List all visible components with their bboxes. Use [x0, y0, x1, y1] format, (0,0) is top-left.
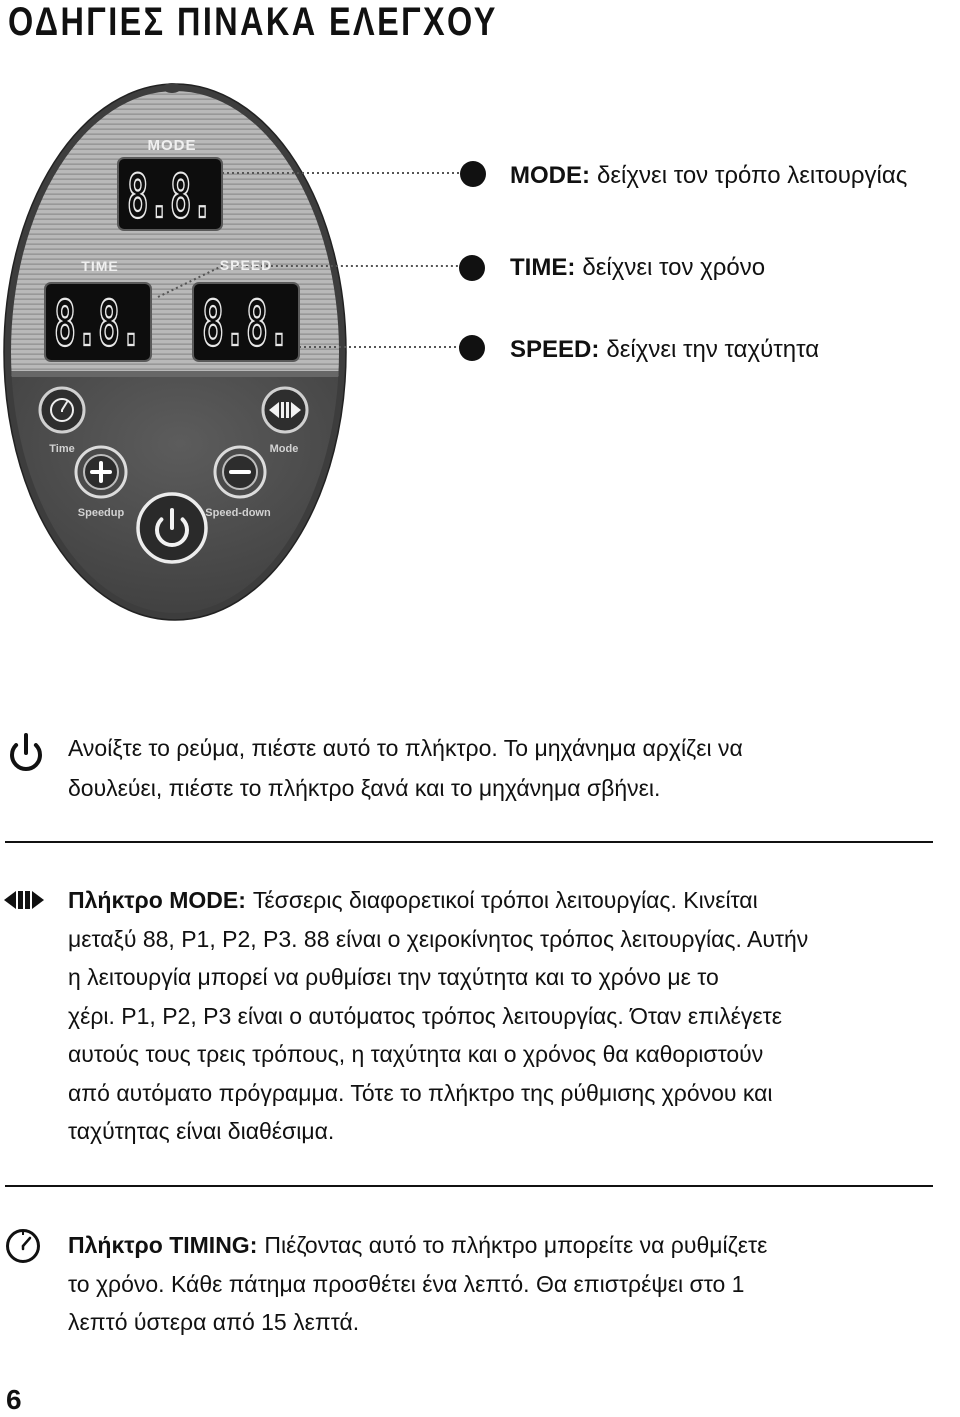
mode-line: ταχύτητας είναι διαθέσιμα. [68, 1118, 335, 1144]
page-number: 6 [6, 1384, 22, 1415]
mode-line [68, 881, 936, 920]
callout-speed-text: δείχνει την ταχύτητα [606, 336, 820, 363]
panel-notch [163, 83, 181, 93]
mode-line: μεταξύ 88, P1, P2, P3. 88 είναι ο χειροκίνητος τρόπος λειτουργίας. Αυτήν [68, 925, 809, 952]
callout-mode-key: MODE: [510, 162, 590, 189]
callout-time-text: δείχνει τον χρόνο [582, 254, 766, 281]
callout-speed-key: SPEED: [510, 336, 600, 363]
timing-line: το χρόνο. Κάθε πάτημα προσθέτει ένα λεπτό. Θα επιστρέψει στο 1 [68, 1270, 745, 1297]
time-display [45, 283, 151, 361]
speeddown-button [215, 447, 265, 497]
timing-section [68, 1226, 936, 1342]
speed-bullet [459, 335, 485, 361]
callout-time-key: TIME: [510, 254, 576, 281]
clock-icon [4, 1227, 42, 1265]
mode-display-value: 8.8. [127, 162, 213, 232]
timing-line-text: Πιέζοντας αυτό το πλήκτρο μπορείτε να ρυθμίζετε [264, 1232, 768, 1258]
mode-line: χέρι. P1, P2, P3 είναι ο αυτόματος τρόπος λειτουργίας. Όταν επιλέγετε [68, 1002, 782, 1029]
time-bullet [459, 255, 485, 281]
speed-display [193, 283, 299, 361]
mode-section [68, 881, 936, 1151]
power-icon [6, 730, 46, 774]
callout-speed [510, 335, 955, 365]
callout-time [510, 253, 955, 283]
power-button [138, 494, 206, 562]
page-title: ΟΔΗΓΙΕΣ ΠΙΝΑΚΑ ΕΛΕΓΧΟΥ [8, 0, 498, 44]
speed-display-value: 8.8. [202, 287, 290, 360]
speed-display-label: SPEED [219, 257, 273, 273]
time-display-label: TIME [81, 258, 119, 274]
time-button-label: Time [49, 443, 75, 455]
mode-heading: Πλήκτρο MODE: [68, 887, 246, 913]
power-section [68, 728, 936, 808]
panel-divider [0, 371, 360, 377]
control-panel-illustration [0, 0, 500, 640]
callout-mode [510, 161, 955, 191]
mode-arrows-icon [4, 889, 44, 911]
mode-button [263, 388, 307, 432]
time-button [40, 388, 84, 432]
speeddown-button-label: Speed-down [205, 507, 271, 519]
power-line: δουλεύει, πιέστε το πλήκτρο ξανά και το μηχάνημα σβήνει. [68, 775, 661, 801]
speedup-button-label: Speedup [77, 507, 125, 519]
speedup-button [76, 447, 126, 497]
timing-line: λεπτό ύστερα από 15 λεπτά. [68, 1309, 360, 1335]
time-display-value: 8.8. [54, 287, 142, 360]
mode-bullet [460, 161, 486, 187]
mode-button-label: Mode [269, 443, 299, 455]
mode-line: αυτούς τους τρεις τρόπους, η ταχύτητα και ο χρόνος θα καθοριστούν [68, 1041, 764, 1067]
mode-display [118, 158, 222, 232]
divider [5, 841, 933, 843]
mode-line: η λειτουργία μπορεί να ρυθμίσει την ταχύτητα και το χρόνο με το [68, 964, 719, 990]
timing-line [68, 1226, 936, 1265]
mode-line-text: Τέσσερις διαφορετικοί τρόποι λειτουργίας. Κινείται [252, 887, 758, 913]
divider [5, 1185, 933, 1187]
callout-mode-text: δείχνει τον τρόπο λειτουργίας [597, 162, 908, 189]
mode-line: από αυτόματο πρόγραμμα. Τότε το πλήκτρο της ρύθμισης χρόνου και [68, 1079, 773, 1106]
power-line: Ανοίξτε το ρεύμα, πιέστε αυτό το πλήκτρο. Το μηχάνημα αρχίζει να [68, 735, 743, 761]
mode-display-label: MODE [147, 137, 197, 154]
timing-heading: Πλήκτρο TIMING: [68, 1232, 258, 1258]
